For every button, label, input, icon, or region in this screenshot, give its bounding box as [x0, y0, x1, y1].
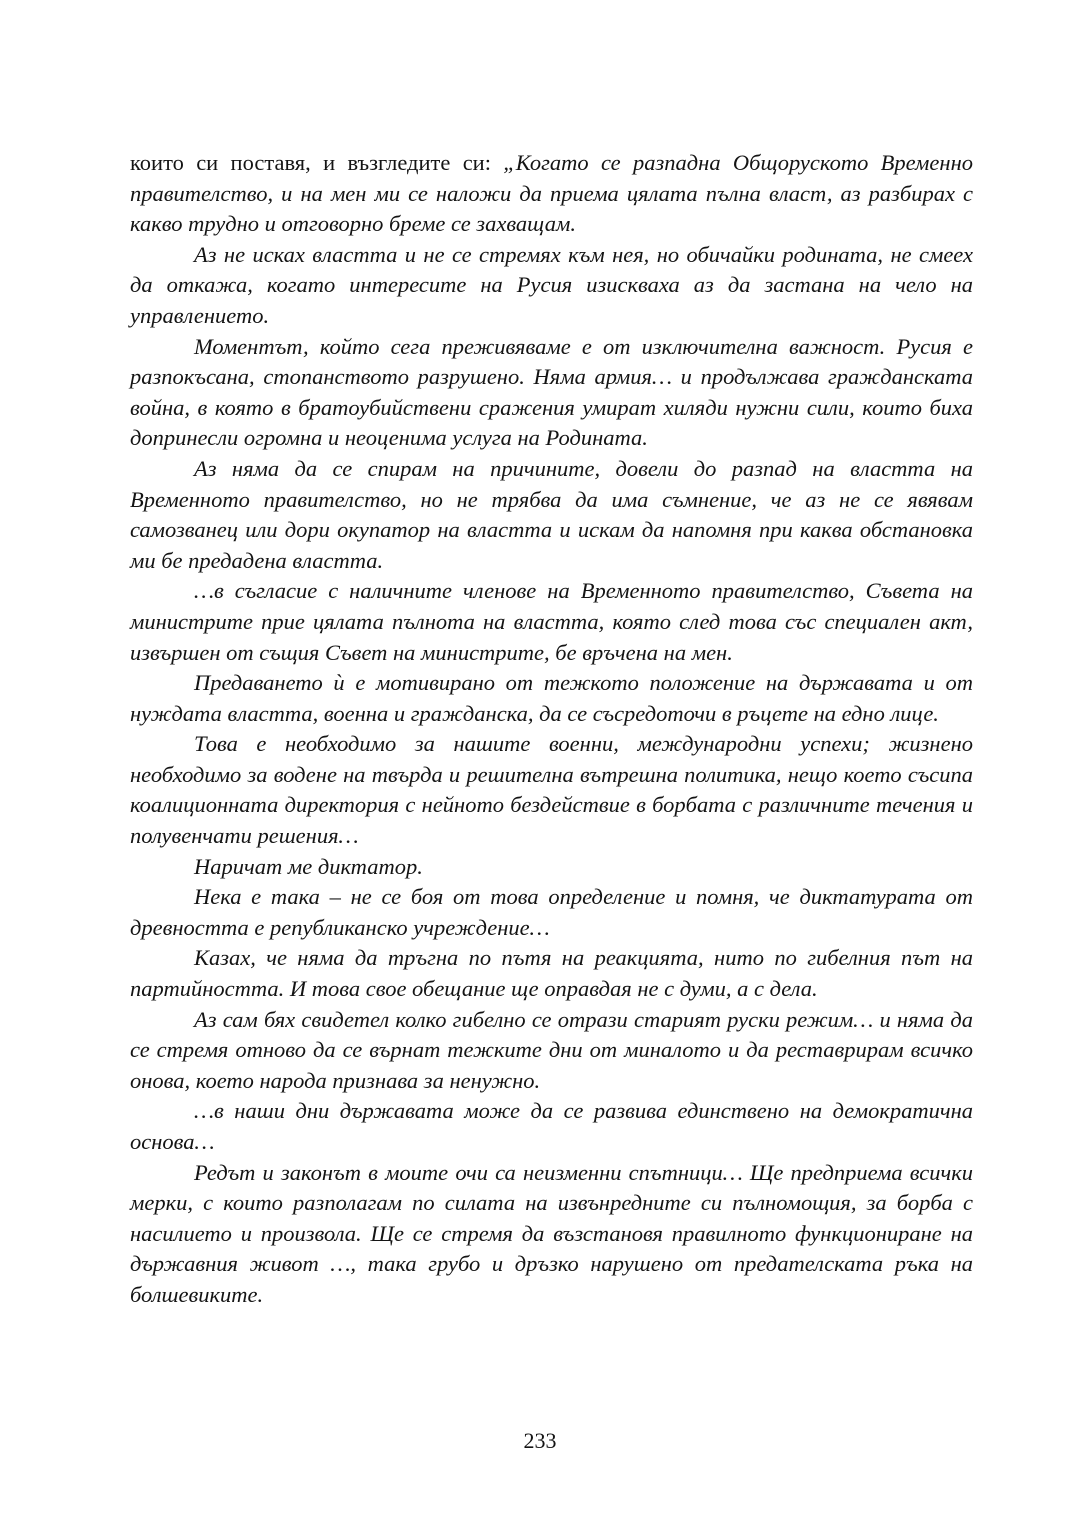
paragraph-1-lead-in: които си поставя, и възгледите си: [130, 150, 504, 175]
paragraph-9: Нека е така – не се боя от това определение и помня, че диктатурата от древността е републиканско учреждение… [130, 884, 973, 940]
page-number: 233 [523, 1428, 557, 1453]
paragraph-10: Казах, че няма да тръгна по пътя на реакцията, нито по гибелния път на партийността. И това свое обещание ще оправдая не с думи, а с дела. [130, 945, 973, 1002]
paragraph-1 [130, 148, 973, 240]
paragraph-12: …в наши дни държавата може да се развива единствено на демократична основа… [130, 1098, 973, 1154]
paragraph-1-quote: „Когато се разпадна Общоруското Временно правителство, и на мен ми се наложи да приема цялата пълна власт, аз разбирах с какво трудно и отговорно бреме се захващам. [130, 150, 973, 237]
paragraph-13: Редът и законът в моите очи са неизменни спътници… Ще предприема всички мерки, с които разполагам по силата на извънредните си пълномощия, за борба с насилието и произвола. Ще се стремя да възстановя правилното функциониране на държавния живот …, така грубо и дръзко нарушено от предателската ръка на болшевиките. [130, 1159, 973, 1307]
paragraph-5: …в съгласие с наличните членове на Временното правителство, Съвета на министрите прие цялата пълнота на властта, която след това със специален акт, извършен от същия Съвет на министрите, бе връчена на мен. [130, 578, 973, 665]
paragraph-6: Предаването ѝ е мотивирано от тежкото положение на държавата и от нуждата властта, военна и гражданска, да се съсредоточи в ръцете на едно лице. [130, 670, 973, 726]
paragraph-11: Аз сам бях свидетел колко гибелно се отрази старият руски режим… и няма да се стремя отново да се върнат тежките дни от миналото и да реставрирам всичко онова, което народа признава за ненужно. [130, 1006, 973, 1093]
paragraph-7: Това е необходимо за нашите военни, международни успехи; жизнено необходимо за водене на твърда и решителна вътрешна политика, нещо което съсипа коалиционната директория с нейното бездействие в борбата с различните течения и полувенчати решения… [130, 731, 973, 849]
paragraph-2: Аз не исках властта и не се стремях към нея, но обичайки родината, не смеех да откажа, когато интересите на Русия изискваха аз да застана на чело на управлението. [130, 241, 973, 328]
paragraph-8: Наричат ме диктатор. [194, 853, 423, 879]
document-page [130, 148, 973, 1311]
paragraph-3: Моментът, който сега преживяваме е от изключителна важност. Русия е разпокъсана, стопанството разрушено. Няма армия… и продължава гражданската война, в която в братоубийствени сражения умират хиляди нужни сили, които биха допринесли огромна и неоценима услуга на Родината. [130, 333, 973, 451]
paragraph-4: Аз няма да се спирам на причините, довели до разпад на властта на Временното правителство, но не трябва да има съмнение, че аз не се явявам самозванец или дори окупатор на властта и искам да напомня при каква обстановка ми бе предадена властта. [130, 455, 973, 573]
